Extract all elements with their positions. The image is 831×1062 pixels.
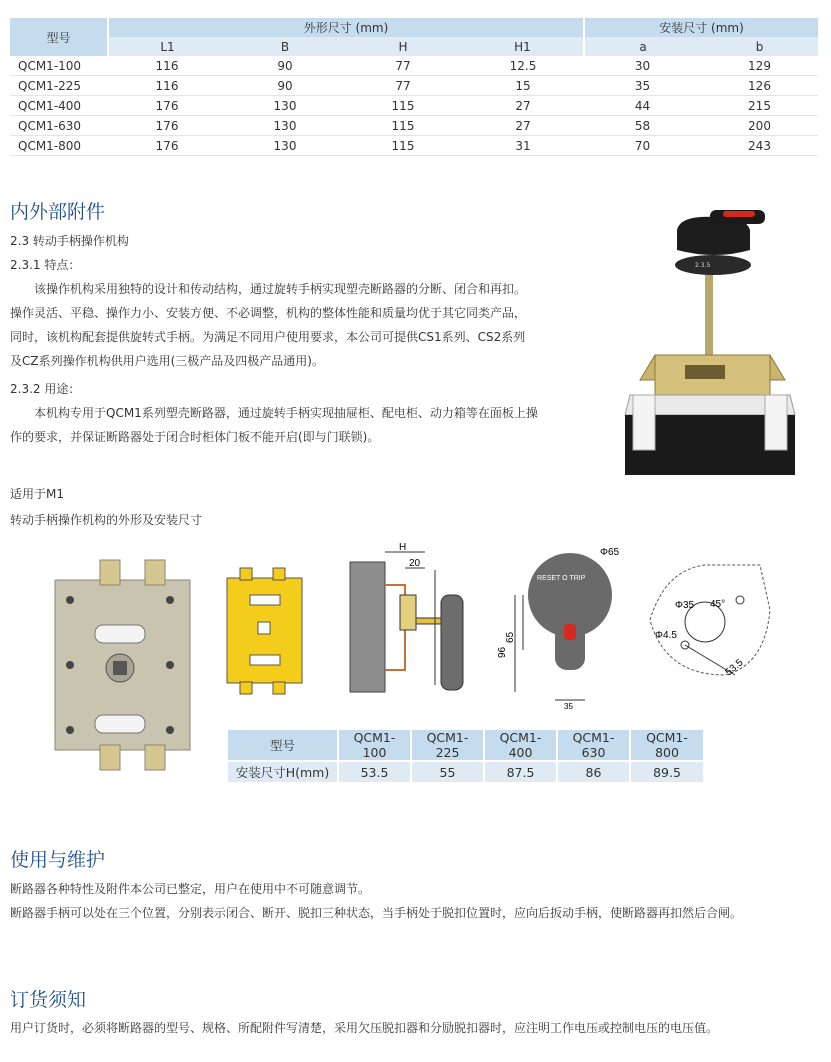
cell-h1: 27 xyxy=(462,96,584,116)
cell-h: 115 xyxy=(344,136,462,156)
table-row xyxy=(10,56,818,76)
header-qcm1-225: QCM1-225 xyxy=(411,730,484,761)
header-a: a xyxy=(584,37,701,56)
cell-l1: 116 xyxy=(108,76,226,96)
ordering-line: 用户订货时，必须将断路器的型号、规格、所配附件写清楚，采用欠压脱扣器和分励脱扣器时，应注明工作电压或控制电压的电压值。 xyxy=(10,1021,719,1035)
cell-h: 115 xyxy=(344,116,462,136)
label-96: 96 xyxy=(497,646,508,658)
label-45deg: 45° xyxy=(710,599,726,610)
features-line: 同时，该机构配套提供旋转式手柄。为满足不同用户使用要求，本公司可提供CS1系列、CS2系列 xyxy=(10,330,526,344)
label-phi35: Φ35 xyxy=(675,600,695,611)
cell-value: 53.5 xyxy=(338,761,411,782)
table-row xyxy=(10,136,818,156)
cell-h: 77 xyxy=(344,56,462,76)
row-model: QCM1-400 xyxy=(10,96,108,116)
section-title-ordering: 订货须知 xyxy=(10,989,87,1011)
cell-b2: 200 xyxy=(701,116,818,136)
header-model: 型号 xyxy=(10,18,108,56)
features-line: 及CZ系列操作机构供用户选用(三极产品及四极产品通用)。 xyxy=(10,354,324,368)
header-outer-dimensions: 外形尺寸 (mm) xyxy=(108,18,584,37)
handle-text: 2.3.5 xyxy=(695,262,711,269)
label-h: H xyxy=(399,542,407,553)
cell-l1: 176 xyxy=(108,96,226,116)
cell-l1: 176 xyxy=(108,136,226,156)
row-model: QCM1-100 xyxy=(10,56,108,76)
cell-value: 55 xyxy=(411,761,484,782)
cell-h1: 12.5 xyxy=(462,56,584,76)
maintenance-line: 断路器各种特性及附件本公司已整定，用户在使用中不可随意调节。 xyxy=(10,882,371,896)
cell-a: 70 xyxy=(584,136,701,156)
usage-line: 本机构专用于QCM1系列塑壳断路器，通过旋转手柄实现抽屉柜、配电柜、动力箱等在面板上操 xyxy=(34,406,538,420)
cell-b2: 129 xyxy=(701,56,818,76)
cell-a: 58 xyxy=(584,116,701,136)
side-view-drawing xyxy=(350,542,463,692)
cell-b2: 243 xyxy=(701,136,818,156)
header-b2: b xyxy=(701,37,818,56)
panel-cutout-drawing xyxy=(650,565,770,678)
cell-l1: 176 xyxy=(108,116,226,136)
cell-b: 130 xyxy=(226,96,344,116)
cell-b: 130 xyxy=(226,116,344,136)
table-row xyxy=(10,76,818,96)
mounting-plate-photo xyxy=(55,560,190,770)
cell-l1: 116 xyxy=(108,56,226,76)
section-title-accessories: 内外部附件 xyxy=(10,201,106,223)
features-line: 操作灵活、平稳、操作力小、安装方便、不必调整，机构的整体性能和质量均优于其它同类产品， xyxy=(10,306,527,320)
cell-h: 77 xyxy=(344,76,462,96)
features-label: 2.3.1 特点： xyxy=(10,258,81,272)
dims-caption: 转动手柄操作机构的外形及安装尺寸 xyxy=(10,513,203,527)
row-label: 安装尺寸H(mm) xyxy=(228,761,338,782)
subhead: 2.3 转动手柄操作机构 xyxy=(10,234,129,248)
maintenance-text xyxy=(10,877,825,925)
accessories-text xyxy=(10,229,610,449)
header-qcm1-400: QCM1-400 xyxy=(484,730,557,761)
product-photo xyxy=(615,205,805,480)
row-model: QCM1-630 xyxy=(10,116,108,136)
row-model: QCM1-225 xyxy=(10,76,108,96)
install-height-table xyxy=(228,730,703,782)
header-b: B xyxy=(226,37,344,56)
label-35: 35 xyxy=(564,702,573,711)
dimension-table xyxy=(10,18,818,156)
label-phi45: Φ4.5 xyxy=(655,630,677,641)
label-65: 65 xyxy=(505,631,516,643)
section-title-maintenance: 使用与维护 xyxy=(10,849,106,871)
row-model: QCM1-800 xyxy=(10,136,108,156)
knob-view-drawing xyxy=(497,547,620,711)
cell-h1: 27 xyxy=(462,116,584,136)
maintenance-line: 断路器手柄可以处在三个位置，分别表示闭合、断开、脱扣三种状态，当手柄处于脱扣位置时，应向后扳动手柄，使断路器再扣然后合闸。 xyxy=(10,906,743,920)
cell-h: 115 xyxy=(344,96,462,116)
applies-to: 适用于M1 xyxy=(10,487,64,501)
header-install-dimensions: 安装尺寸 (mm) xyxy=(584,18,818,37)
knob-text: RESET O TRIP xyxy=(537,575,586,582)
cell-b2: 126 xyxy=(701,76,818,96)
header-qcm1-800: QCM1-800 xyxy=(630,730,703,761)
cell-a: 44 xyxy=(584,96,701,116)
usage-line: 作的要求，并保证断路器处于闭合时柜体门板不能开启(即与门联锁)。 xyxy=(10,430,380,444)
yellow-bracket-drawing xyxy=(227,568,302,694)
table-row xyxy=(10,116,818,136)
header-qcm1-630: QCM1-630 xyxy=(557,730,630,761)
cell-a: 30 xyxy=(584,56,701,76)
cell-value: 87.5 xyxy=(484,761,557,782)
header-l1: L1 xyxy=(108,37,226,56)
features-line: 该操作机构采用独特的设计和传动结构，通过旋转手柄实现塑壳断路器的分断、闭合和再扣。 xyxy=(34,282,527,296)
label-20: 20 xyxy=(409,558,421,569)
cell-b: 90 xyxy=(226,56,344,76)
usage-label: 2.3.2 用途： xyxy=(10,382,81,396)
label-phi65: Φ65 xyxy=(600,547,620,558)
cell-value: 86 xyxy=(557,761,630,782)
cell-a: 35 xyxy=(584,76,701,96)
header-qcm1-100: QCM1-100 xyxy=(338,730,411,761)
header-model: 型号 xyxy=(228,730,338,761)
cell-b: 130 xyxy=(226,136,344,156)
header-h1: H1 xyxy=(462,37,584,56)
cell-value: 89.5 xyxy=(630,761,703,782)
header-h: H xyxy=(344,37,462,56)
cell-h1: 31 xyxy=(462,136,584,156)
label-535: 53.5 xyxy=(723,657,746,679)
table-row xyxy=(10,96,818,116)
cell-b2: 215 xyxy=(701,96,818,116)
cell-h1: 15 xyxy=(462,76,584,96)
cell-b: 90 xyxy=(226,76,344,96)
